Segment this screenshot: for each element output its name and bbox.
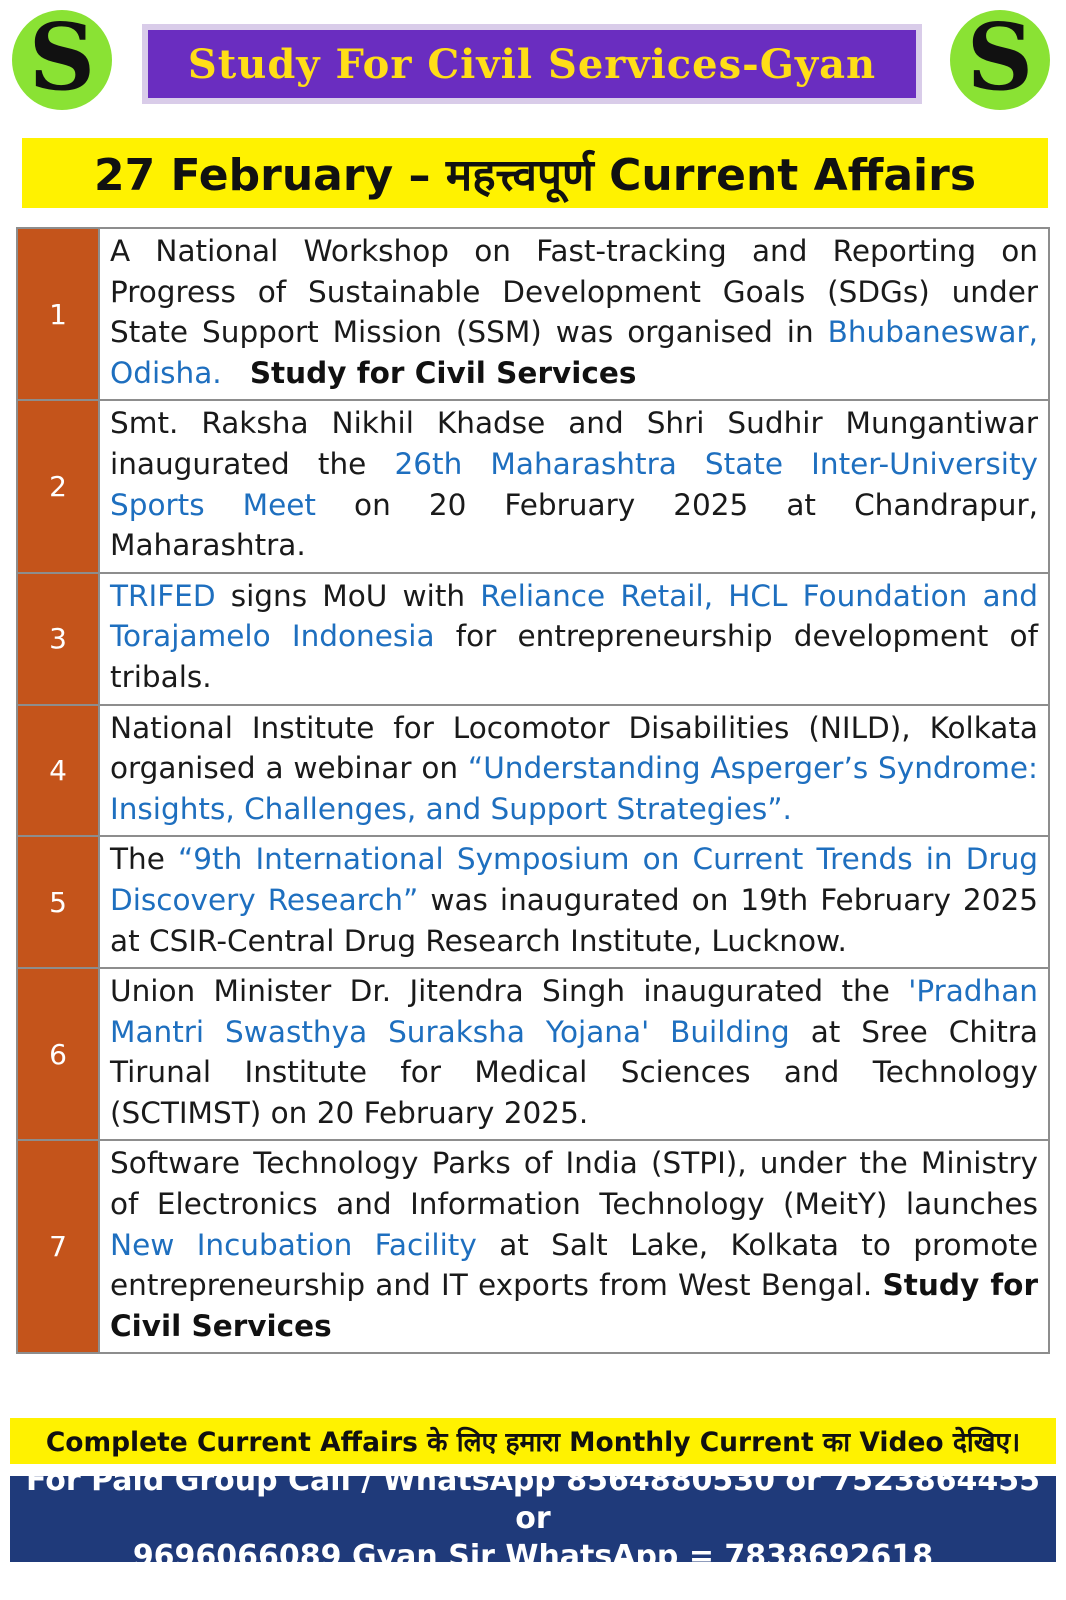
highlight-text: 'Pradhan Mantri Swasthya Suraksha Yojana' Building — [110, 974, 1038, 1049]
table-row — [17, 400, 1049, 572]
highlight-text: TRIFED — [110, 578, 216, 613]
item-number: 4 — [17, 705, 99, 837]
table-row — [17, 573, 1049, 705]
item-number: 5 — [17, 836, 99, 968]
footer-notice — [10, 1418, 1056, 1464]
banner-title: Study For Civil Services-Gyan — [187, 40, 877, 88]
body-text: Software Technology Parks of India (STPI), under the Ministry of Electronics and Information Technology (MeitY) launches — [110, 1146, 1038, 1222]
footer-contact-line-1: For Paid Group Call / WhatsApp 8564880530 or 7523864455 or — [25, 1463, 1040, 1536]
page-title: 27 February – महत्त्वपूर्ण Current Affairs — [93, 150, 977, 201]
item-text — [99, 968, 1049, 1140]
highlight-text: Bhubaneswar, Odisha. — [110, 315, 1038, 390]
body-text: was inaugurated on 19th February 2025 at CSIR-Central Drug Research Institute, Lucknow. — [110, 882, 1038, 958]
item-text — [99, 1140, 1049, 1353]
item-number: 1 — [17, 228, 99, 400]
highlight-text: “Understanding Asperger’s Syndrome: Insights, Challenges, and Support Strategies”. — [110, 751, 1038, 826]
table-row — [17, 1140, 1049, 1353]
item-text — [99, 705, 1049, 837]
highlight-text: New Incubation Facility — [110, 1227, 477, 1262]
item-number: 3 — [17, 573, 99, 705]
highlight-text: Reliance Retail, HCL Foundation and Torajamelo Indonesia — [110, 578, 1038, 654]
item-number: 2 — [17, 400, 99, 572]
footer-contact-line-2: 9696066089 Gyan Sir WhatsApp = 7838692618 — [132, 1539, 934, 1574]
body-text: National Institute for Locomotor Disabilities (NILD), Kolkata organised a webinar on — [110, 710, 1038, 786]
body-text: A National Workshop on Fast-tracking and Reporting on Progress of Sustainable Development Goals (SDGs) under State Support Mission (SSM) was organised in — [110, 234, 1038, 350]
body-text: on 20 February 2025 at Chandrapur, Maharashtra. — [110, 487, 1038, 563]
body-text — [222, 356, 250, 390]
body-text: signs MoU with — [215, 578, 481, 613]
table-row — [17, 705, 1049, 837]
body-text: at Salt Lake, Kolkata to promote entrepreneurship and IT exports from West Bengal. — [110, 1227, 1038, 1303]
item-number: 7 — [17, 1140, 99, 1353]
item-text — [99, 573, 1049, 705]
highlight-text: “9th International Symposium on Current Trends in Drug Discovery Research” — [110, 842, 1038, 917]
body-text: Smt. Raksha Nikhil Khadse and Shri Sudhir Mungantiwar inaugurated the — [110, 406, 1038, 481]
footer-contact — [10, 1463, 1056, 1574]
logo-right — [950, 3, 1050, 111]
table-row — [17, 836, 1049, 968]
item-text — [99, 228, 1049, 400]
footer-notice-text: Complete Current Affairs के लिए हमारा Monthly Current का Video देखिए। — [45, 1427, 1021, 1458]
item-number: 6 — [17, 968, 99, 1140]
logo-right-letter: S — [966, 3, 1034, 111]
brand-watermark-text: Study for Civil Services — [249, 355, 637, 390]
table-row — [17, 228, 1049, 400]
brand-watermark-text: Study for Civil Services — [110, 1268, 1038, 1343]
banner — [148, 30, 916, 98]
body-text: The — [110, 842, 178, 877]
logo-left — [12, 3, 112, 111]
current-affairs-table — [16, 227, 1050, 1354]
item-text — [99, 400, 1049, 572]
date-title-bar — [22, 138, 1048, 208]
body-text: Union Minister Dr. Jitendra Singh inaugurated the — [110, 974, 909, 1009]
body-text: at Sree Chitra Tirunal Institute for Medical Sciences and Technology (SCTIMST) on 20 February 2025. — [110, 1014, 1039, 1130]
highlight-text: 26th Maharashtra State Inter-University Sports Meet — [110, 446, 1038, 522]
body-text: for entrepreneurship development of tribals. — [110, 619, 1038, 694]
item-text — [99, 836, 1049, 968]
logo-left-letter: S — [28, 3, 96, 111]
table-row — [17, 968, 1049, 1140]
